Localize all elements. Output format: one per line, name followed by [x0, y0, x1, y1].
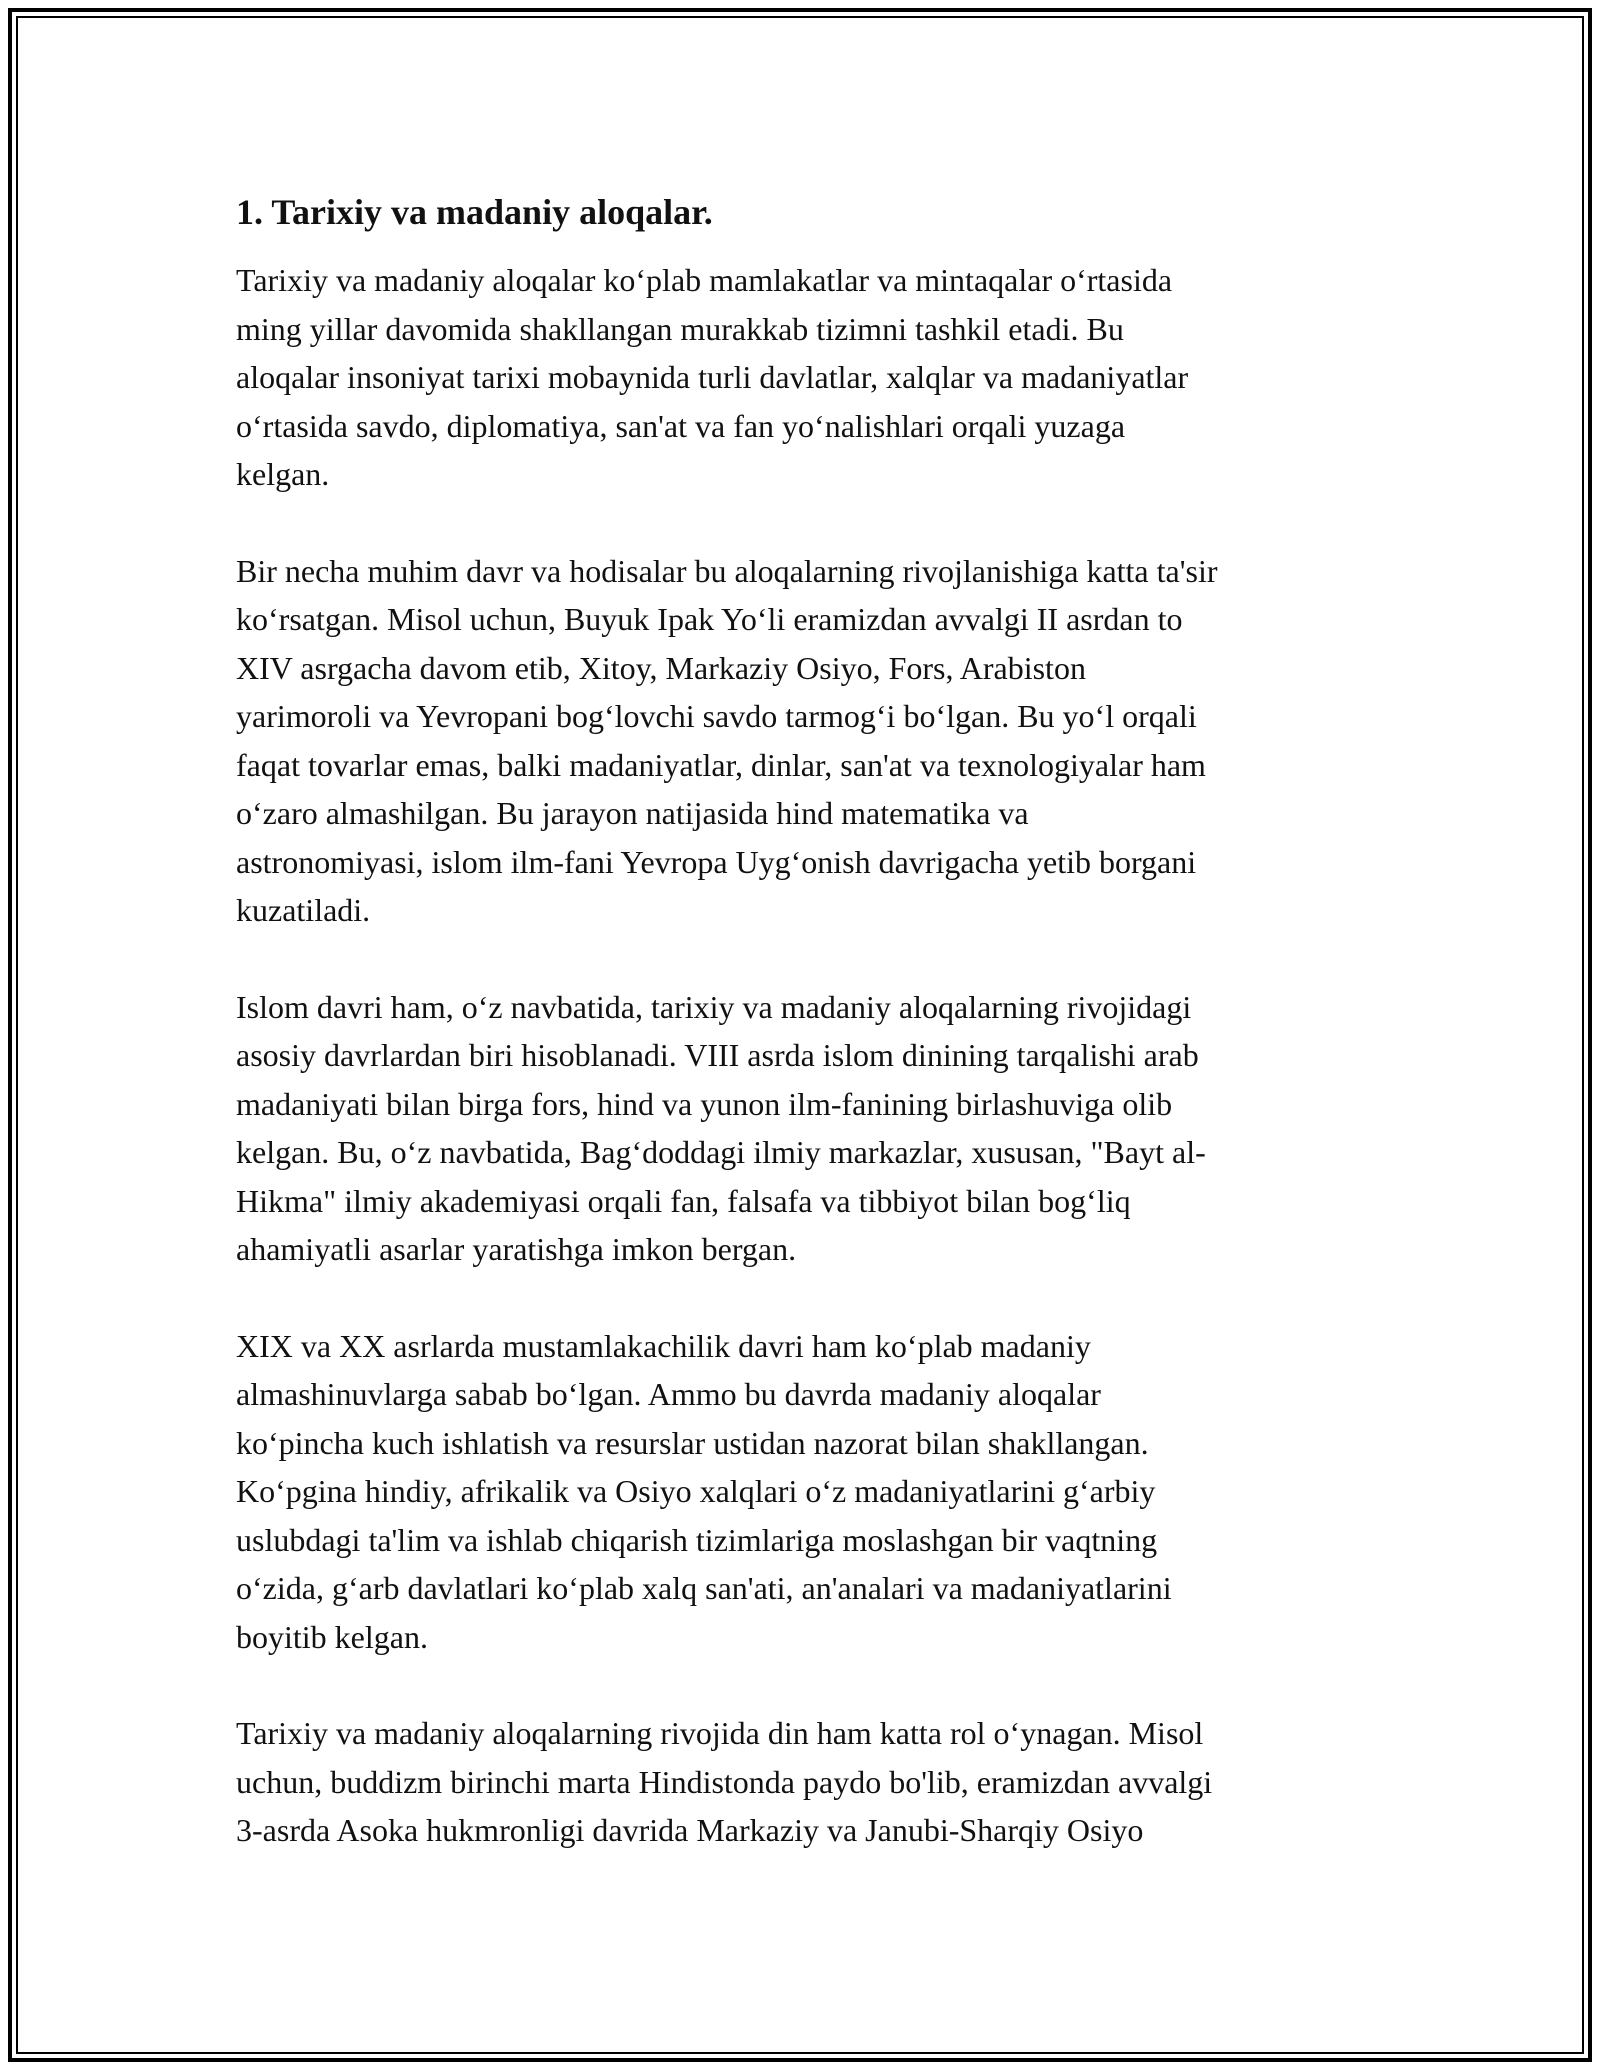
paragraph-1: Tarixiy va madaniy aloqalar ko‘plab mamlakatlar va mintaqalar o‘rtasida ming yillar davomida shakllangan murakkab tizimni tashkil etadi. Bu aloqalar insoniyat tarixi mobaynida turli davlatlar, xalqlar va madaniyatlar o‘rtasida savdo, diplomatiya, san'at va fan yo‘nalishlari orqali yuzaga kelgan.: [236, 262, 1189, 492]
section-heading: 1. Tarixiy va madaniy aloqalar.: [236, 192, 713, 232]
paragraph-4: XIX va XX asrlarda mustamlakachilik davri ham ko‘plab madaniy almashinuvlarga sabab bo‘lgan. Ammo bu davrda madaniy aloqalar ko‘pincha kuch ishlatish va resurslar ustidan nazorat bilan shakllangan. Ko‘pgina hindiy, afrikalik va Osiyo xalqlari o‘z madaniyatlarini g‘arbiy uslubdagi ta'lim va ishlab chiqarish tizimlariga moslashgan bir vaqtning o‘zida, g‘arb davlatlari ko‘plab xalq san'ati, an'analari va madaniyatlarini boyitib kelgan.: [236, 1327, 1172, 1655]
paragraph-2: Bir necha muhim davr va hodisalar bu aloqalarning rivojlanishiga katta ta'sir ko‘rsatgan. Misol uchun, Buyuk Ipak Yo‘li eramizdan avvalgi II asrdan to XIV asrgacha davom etib, Xitoy, Markaziy Osiyo, Fors, Arabiston yarimoroli va Yevropani bog‘lovchi savdo tarmog‘i bo‘lgan. Bu yo‘l orqali faqat tovarlar emas, balki madaniyatlar, dinlar, san'at va texnologiyalar ham o‘zaro almashilgan. Bu jarayon natijasida hind matematika va astronomiyasi, islom ilm-fani Yevropa Uyg‘onish davrigacha yetib borgani kuzatiladi.: [236, 552, 1218, 928]
document-content: [236, 188, 1376, 1903]
paragraph-5: Tarixiy va madaniy aloqalarning rivojida din ham katta rol o‘ynagan. Misol uchun, buddizm birinchi marta Hindistonda paydo bo'lib, eramizdan avvalgi 3-asrda Asoka hukmronligi davrida Markaziy va Janubi-Sharqiy Osiyo: [236, 1715, 1213, 1848]
paragraph-3: Islom davri ham, o‘z navbatida, tarixiy va madaniy aloqalarning rivojidagi asosiy davrlardan biri hisoblanadi. VIII asrda islom dinining tarqalishi arab madaniyati bilan birga fors, hind va yunon ilm-fanining birlashuviga olib kelgan. Bu, o‘z navbatida, Bag‘doddagi ilmiy markazlar, xususan, "Bayt al- Hikma" ilmiy akademiyasi orqali fan, falsafa va tibbiyot bilan bog‘liq ahamiyatli asarlar yaratishga imkon bergan.: [236, 988, 1206, 1267]
